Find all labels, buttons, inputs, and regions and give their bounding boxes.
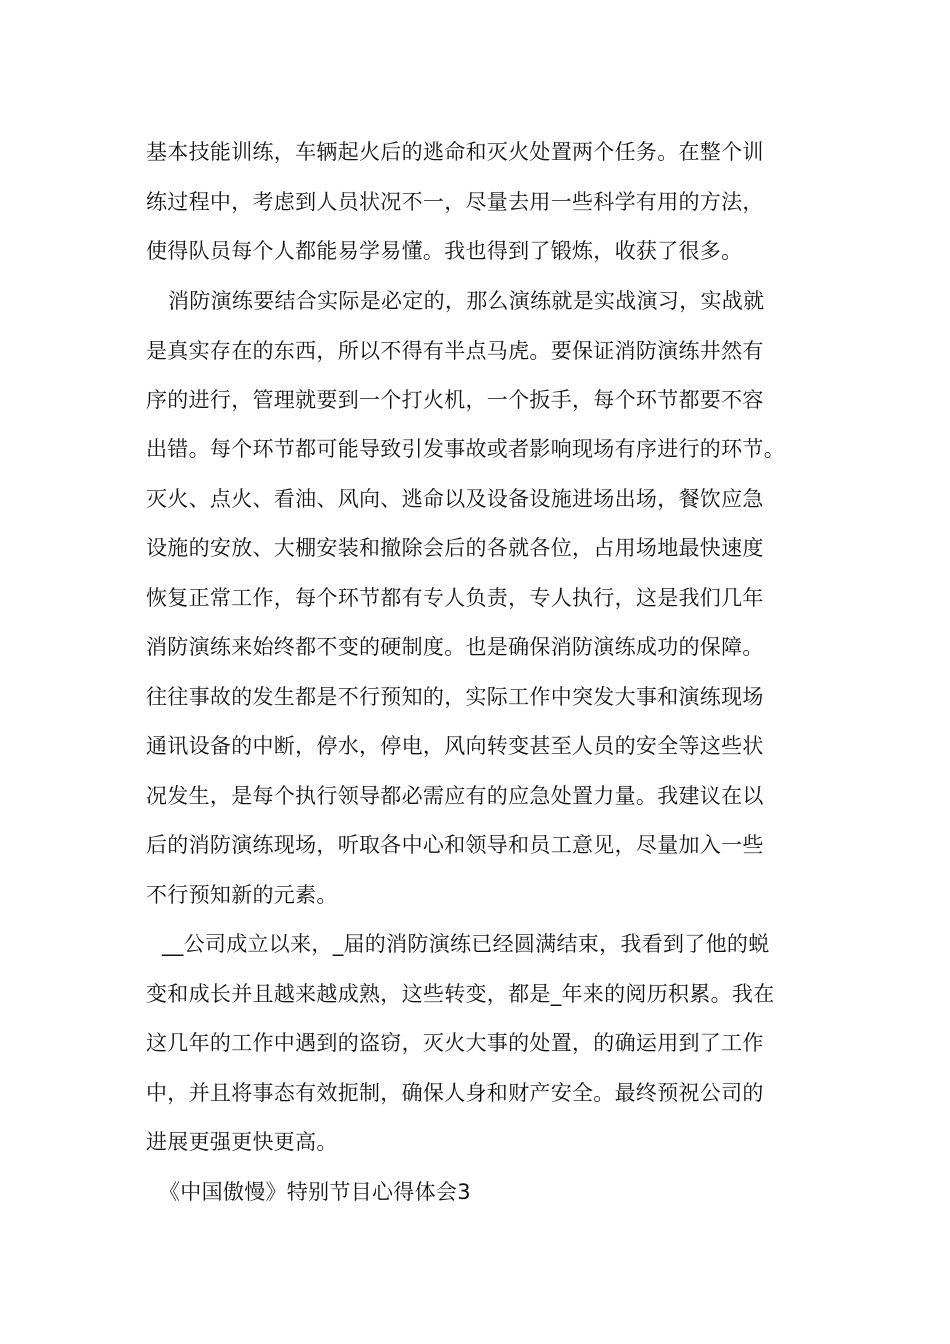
paragraph-3-line-4: 中，并且将事态有效扼制，确保人身和财产安全。最终预祝公司的: [146, 1081, 764, 1105]
paragraph-2-line-1: 消防演练要结合实际是必定的，那么演练就是实战演习，实战就: [168, 289, 765, 313]
paragraph-2-line-9: 往往事故的发生都是不行预知的，实际工作中突发大事和演练现场: [146, 685, 764, 709]
paragraph-2-line-6: 设施的安放、大棚安装和撤除会后的各就各位，占用场地最快速度: [146, 536, 764, 560]
paragraph-1-line-1: 基本技能训练，车辆起火后的逃命和灭火处置两个任务。在整个训: [146, 140, 764, 164]
paragraph-2-line-10: 通讯设备的中断，停水，停电，风向转变甚至人员的安全等这些状: [146, 734, 764, 758]
paragraph-1-line-3: 使得队员每个人都能易学易懂。我也得到了锻炼，收获了很多。: [146, 239, 743, 263]
paragraph-3-line-5: 进展更强更快更高。: [146, 1130, 338, 1154]
paragraph-1-line-2: 练过程中，考虑到人员状况不一，尽量去用一些科学有用的方法，: [146, 190, 764, 214]
paragraph-2-line-5: 灭火、点火、看油、风向、逃命以及设备设施进场出场，餐饮应急: [146, 487, 764, 511]
paragraph-2-line-11: 况发生，是每个执行领导都必需应有的应急处置力量。我建议在以: [146, 784, 764, 808]
paragraph-3-line-1: __公司成立以来，_届的消防演练已经圆满结束，我看到了他的蜕: [162, 932, 770, 956]
paragraph-2-line-2: 是真实存在的东西，所以不得有半点马虎。要保证消防演练井然有: [146, 339, 764, 363]
paragraph-2-line-7: 恢复正常工作，每个环节都有专人负责，专人执行，这是我们几年: [146, 586, 764, 610]
paragraph-3-line-3: 这几年的工作中遇到的盗窃，灭火大事的处置，的确运用到了工作: [146, 1031, 764, 1055]
paragraph-2-line-3: 序的进行，管理就要到一个打火机，一个扳手，每个环节都要不容: [146, 388, 764, 412]
paragraph-2-line-13: 不行预知新的元素。: [146, 883, 338, 907]
paragraph-2-line-8: 消防演练来始终都不变的硬制度。也是确保消防演练成功的保障。: [146, 635, 764, 659]
paragraph-3-line-2: 变和成长并且越来越成熟，这些转变，都是_年来的阅历积累。我在: [146, 982, 775, 1006]
paragraph-2-line-12: 后的消防演练现场，听取各中心和领导和员工意见，尽量加入一些: [146, 833, 764, 857]
section-heading: 《中国傲慢》特别节目心得体会3: [159, 1180, 471, 1204]
paragraph-2-line-4: 出错。每个环节都可能导致引发事故或者影响现场有序进行的环节。: [146, 437, 785, 461]
